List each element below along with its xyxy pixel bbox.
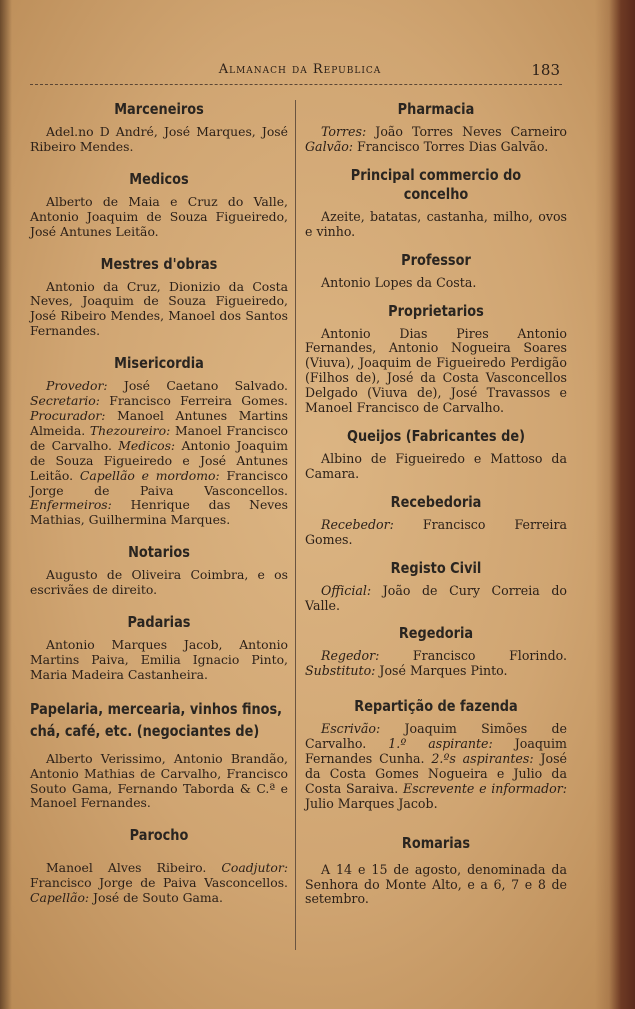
section-body: Antonio Lopes da Costa.	[321, 274, 477, 290]
pharmacy-owner: Francisco Torres Dias Galvão.	[353, 138, 549, 154]
section-title: Recebedoria	[390, 492, 482, 511]
pharmacy-label: Galvão:	[305, 138, 354, 154]
role-label: Thezoureiro:	[89, 422, 171, 438]
section-title: Repartição de fazenda	[354, 697, 518, 716]
role-holder: Francisco Jorge de Paiva Vasconcellos.	[30, 875, 288, 891]
page-left-edge	[0, 0, 12, 1009]
section-title: Romarias	[401, 833, 471, 852]
section-title: Principal commercio do concelho	[350, 165, 522, 203]
pharmacy-owner: João Torres Neves Carneiro	[366, 124, 567, 139]
section-padarias	[30, 613, 288, 683]
section-body	[305, 649, 567, 679]
section-body	[30, 861, 288, 906]
role-holder: José Caetano Salvado.	[107, 378, 288, 394]
section-title: Marceneiros	[114, 100, 204, 118]
role-holder: José Marques Pinto.	[375, 663, 508, 679]
role-label: Recebedor:	[321, 516, 394, 532]
section-body	[305, 722, 567, 811]
role-label: Official:	[321, 582, 372, 598]
section-parocho	[30, 826, 288, 906]
section-body	[30, 379, 288, 528]
role-label: Escrevente e informador:	[403, 780, 568, 796]
role-label: Secretario:	[30, 393, 100, 409]
role-holder: Francisco Florindo.	[379, 648, 567, 664]
running-header-title: Almanach da Republica	[218, 62, 382, 77]
header-rule	[30, 84, 562, 85]
section-papelaria	[30, 698, 288, 812]
role-label: Procurador:	[30, 407, 106, 423]
section-registo-civil	[305, 559, 567, 614]
section-mestres-obras	[30, 255, 288, 340]
section-title: Registo Civil	[390, 558, 482, 577]
section-title: Proprietarios	[388, 301, 484, 320]
section-body: Antonio Dias Pires Antonio Fernandes, Antonio Nogueira Soares (Viuva), Joaquim de Figueiredo Perdigão (Filhos de), José da Costa Vasconcellos Delgado (Viuva de), José Travassos e Manoel Francisco de Carvalho.	[305, 325, 567, 416]
section-title: Mestres d'obras	[100, 254, 218, 273]
role-label: Coadjutor:	[221, 860, 288, 876]
column-divider	[295, 100, 296, 950]
section-body	[305, 584, 567, 614]
parocho-name: Manoel Alves Ribeiro.	[46, 860, 222, 876]
section-commercio	[305, 166, 567, 240]
left-column	[30, 100, 288, 921]
section-misericordia	[30, 354, 288, 528]
section-title: Notarios	[128, 543, 190, 562]
role-label: Medicos:	[118, 437, 176, 453]
section-body: Adel.no D André, José Marques, José Ribeiro Mendes.	[30, 124, 288, 154]
page-right-edge	[595, 0, 635, 1009]
role-label: Enfermeiros:	[30, 497, 112, 513]
section-title: Misericordia	[114, 354, 204, 373]
section-medicos	[30, 170, 288, 240]
section-body: Alberto de Maia e Cruz do Valle, Antonio Joaquim de Souza Figueiredo, José Antunes Leitão.	[30, 193, 288, 239]
role-holder: Joaquim Simões de Carvalho.	[305, 721, 567, 752]
section-title: Papelaria, mercearia, vinhos finos, chá, café, etc. (negociantes de)	[30, 699, 283, 740]
role-holder: José de Souto Gama.	[89, 890, 223, 906]
role-holder: Joaquim Fernandes Cunha.	[305, 736, 567, 767]
role-holder: José da Costa Gomes Nogueira e Julio da Costa Saraiva.	[305, 751, 567, 796]
role-holder: Manoel Antunes Martins Almeida.	[30, 407, 288, 438]
role-label: Escrivão:	[321, 721, 381, 737]
section-body: Alberto Verissimo, Antonio Brandão, Antonio Mathias de Carvalho, Francisco Souto Gama, Fernando Taborda & C.ª e Manoel Fernandes.	[30, 750, 288, 811]
section-title: Padarias	[127, 613, 191, 632]
role-holder: João de Cury Correia do Valle.	[305, 582, 567, 613]
section-title: Medicos	[129, 169, 189, 188]
section-queijos	[305, 427, 567, 482]
section-body: Augusto de Oliveira Coimbra, e os escrivães de direito.	[30, 567, 288, 598]
section-title: Pharmacia	[397, 100, 475, 118]
section-body: A 14 e 15 de agosto, denominada da Senhora do Monte Alto, e a 6, 7 e 8 de setembro.	[305, 861, 567, 907]
right-column	[305, 100, 567, 922]
role-holder: Antonio Joaquim de Souza Figueiredo e José Antunes Leitão.	[30, 437, 288, 483]
role-label: 2.ºs aspirantes:	[431, 751, 534, 767]
section-regedoria	[305, 624, 567, 679]
section-body: Azeite, batatas, castanha, milho, ovos e vinho.	[305, 208, 567, 239]
section-reparticao-fazenda	[305, 697, 567, 811]
section-romarias	[305, 834, 567, 908]
section-body	[305, 518, 567, 548]
section-notarios	[30, 543, 288, 598]
section-professor	[305, 251, 567, 291]
role-label: Capellão e mordomo:	[79, 467, 220, 483]
section-title: Professor	[401, 250, 471, 269]
section-recebedoria	[305, 493, 567, 548]
section-marceneiros	[30, 100, 288, 155]
role-holder: Francisco Jorge de Paiva Vasconcellos.	[30, 467, 288, 498]
role-label: Provedor:	[46, 378, 108, 394]
pharmacy-label: Torres:	[321, 124, 367, 139]
section-pharmacia	[305, 100, 567, 155]
section-proprietarios	[305, 302, 567, 416]
role-label: 1.º aspirante:	[388, 736, 493, 752]
section-body	[305, 125, 567, 155]
section-title: Queijos (Fabricantes de)	[347, 426, 525, 445]
role-label: Substituto:	[305, 663, 376, 679]
role-holder: Henrique das Neves Mathias, Guilhermina Marques.	[30, 497, 288, 528]
role-holder: Julio Marques Jacob.	[305, 795, 438, 811]
role-label: Capellão:	[30, 890, 90, 906]
section-body: Albino de Figueiredo e Mattoso da Camara.	[305, 450, 567, 481]
section-title: Parocho	[129, 826, 189, 845]
role-holder: Francisco Ferreira Gomes.	[305, 516, 567, 547]
section-body: Antonio da Cruz, Dionizio da Costa Neves, Joaquim de Souza Figueiredo, José Ribeiro Mendes, Manoel dos Santos Fernandes.	[30, 278, 288, 339]
section-title: Regedoria	[398, 624, 474, 643]
page-number: 183	[531, 61, 560, 79]
role-label: Regedor:	[321, 648, 380, 664]
role-holder: Manoel Francisco de Carvalho.	[30, 422, 288, 453]
running-header	[30, 60, 570, 82]
role-holder: Francisco Ferreira Gomes.	[99, 393, 288, 409]
section-body: Antonio Marques Jacob, Antonio Martins Paiva, Emilia Ignacio Pinto, Maria Madeira Castanheira.	[30, 637, 288, 682]
